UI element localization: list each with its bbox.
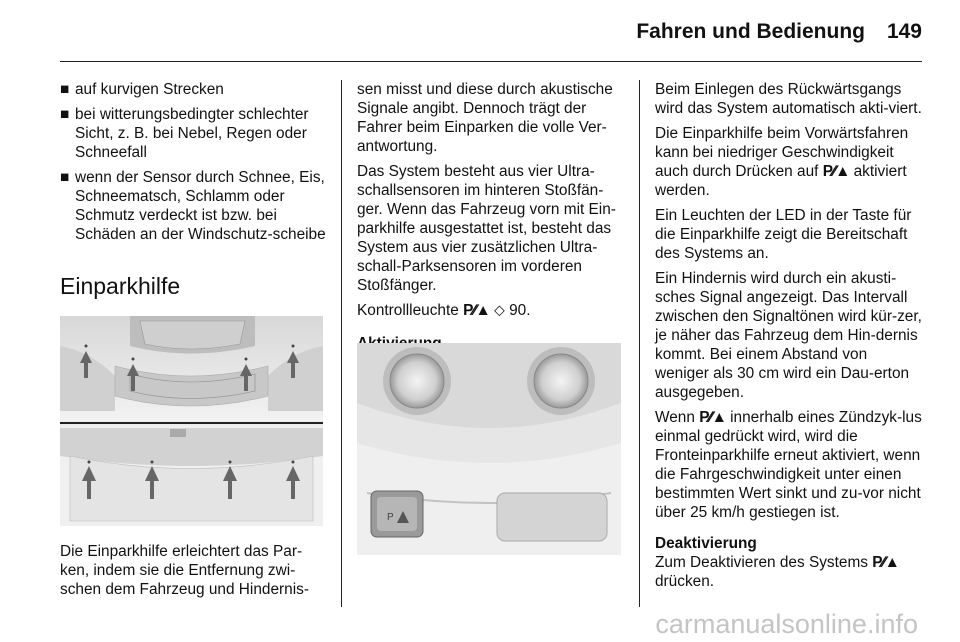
- column-divider: [639, 80, 640, 607]
- svg-text:P: P: [387, 512, 394, 523]
- paragraph: Ein Hindernis wird durch ein akusti-sches Signal angezeigt. Das Intervall zwischen den Signaltönen wird kür-zer, je näher das Fahrzeug dem Hin-dernis kommt. Bei einem Abstand von weniger als 30 cm wird ein Dau-erton ausgegeben.: [655, 270, 922, 401]
- paragraph: Zum Deaktivieren des Systems P∕∕▲ drücken.: [655, 554, 899, 590]
- section-heading: Einparkhilfe: [60, 273, 181, 299]
- watermark: carmanualsonline.info: [655, 609, 918, 639]
- paragraph: sen misst und diese durch akustische Signale angibt. Dennoch trägt der Fahrer beim Einparken die volle Ver-antwortung.: [357, 81, 613, 155]
- column-3: [655, 80, 925, 597]
- park-assist-icon: P∕∕▲: [463, 302, 490, 319]
- bullet-icon: ■: [60, 169, 70, 186]
- park-assist-icon: P∕∕▲: [822, 163, 850, 180]
- paragraph: Die Einparkhilfe beim Vorwärtsfahren kann bei niedriger Geschwindigkeit auch durch Drücken auf P∕∕▲ aktiviert werden.: [655, 125, 909, 199]
- bullet-icon: ■: [60, 81, 70, 98]
- page-number: 149: [886, 20, 922, 43]
- page-header: [0, 0, 960, 62]
- subheading-deactivation: Deaktivierung: [655, 535, 757, 552]
- list-item: ■ auf kurvigen Strecken: [60, 81, 224, 98]
- bullet-icon: ■: [60, 106, 70, 123]
- dashboard-controls-illustration: [357, 343, 621, 555]
- paragraph: Wenn P∕∕▲ innerhalb eines Zündzyk-lus einmal gedrückt wird, wird die Fronteinparkhilfe erneut aktiviert, wenn die Fahrgeschwindigkeit unter einen bestimmten Wert sinkt und zu-vor nicht über 25 km/h gestiegen ist.: [655, 409, 922, 521]
- park-assist-icon: P∕∕▲: [872, 554, 899, 571]
- park-assist-icon: P∕∕▲: [699, 409, 726, 426]
- bumper-sensors-illustration: [60, 316, 323, 526]
- column-2: [357, 80, 627, 353]
- header-title: Fahren und Bedienung: [636, 20, 865, 43]
- page-reference: ⬦ 90.: [494, 302, 531, 319]
- paragraph: Beim Einlegen des Rückwärtsgangs wird das System automatisch akti-viert.: [655, 81, 922, 117]
- list-item: ■ wenn der Sensor durch Schnee, Eis, Schneematsch, Schlamm oder Schmutz verdeckt ist bzw. bei Schäden an der Windschutz-scheibe: [60, 169, 326, 243]
- bullet-list: [60, 80, 328, 244]
- header-rule: [60, 61, 922, 62]
- column-1: [60, 80, 328, 300]
- paragraph: Ein Leuchten der LED in der Taste für die Einparkhilfe zeigt die Bereitschaft des Systems an.: [655, 207, 912, 262]
- paragraph: Das System besteht aus vier Ultra-schallsensoren im hinteren Stoßfän-ger. Wenn das Fahrzeug vorn mit Ein-parkhilfe ausgestattet ist, besteht das System aus vier zusätzlichen Ultra-schall-Parksensoren im vorderen Stoßfänger.: [357, 163, 616, 294]
- paragraph: Kontrollleuchte P∕∕▲ ⬦ 90.: [357, 302, 531, 319]
- column-divider: [341, 80, 342, 607]
- figure-caption: Die Einparkhilfe erleichtert das Par-ken, indem sie die Entfernung zwi-schen dem Fahrzeug und Hindernis-: [60, 543, 309, 598]
- list-item: ■ bei witterungsbedingter schlechter Sicht, z. B. bei Nebel, Regen oder Schneefall: [60, 106, 309, 161]
